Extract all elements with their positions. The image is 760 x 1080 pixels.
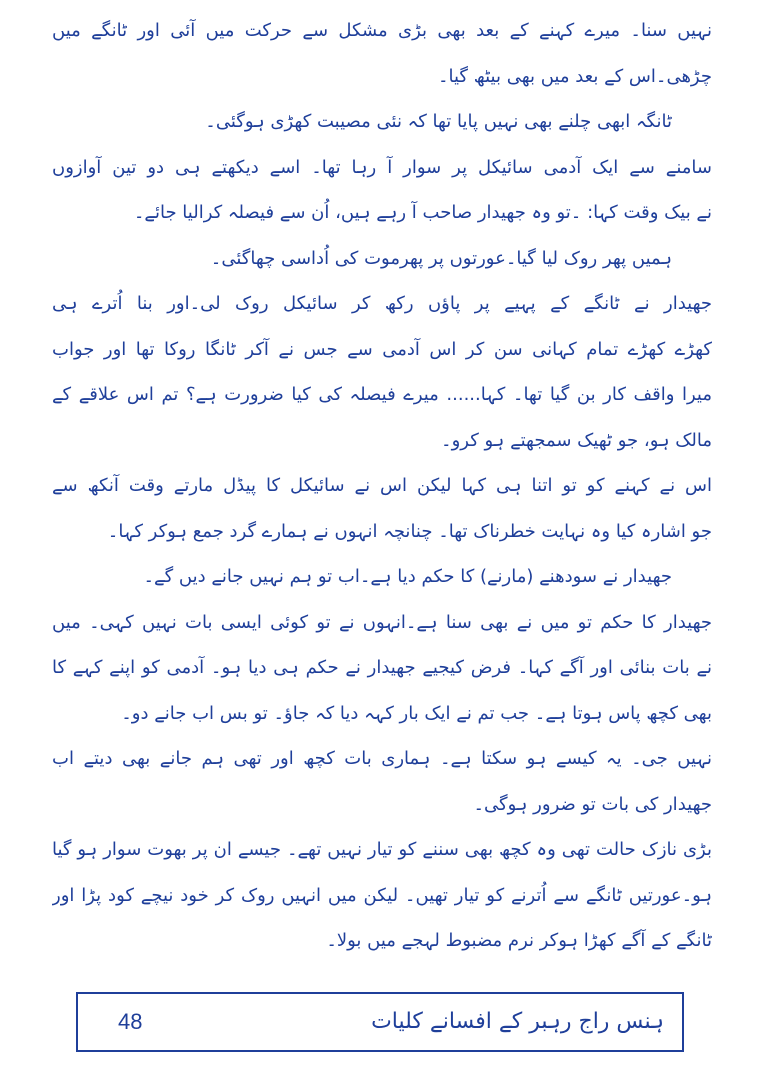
page-number: 48 <box>118 1009 143 1034</box>
text-line: مالک ہو، جو ٹھیک سمجھتے ہو کرو۔ <box>441 429 712 451</box>
text-line: ہمیں پھر روک لیا گیا۔عورتوں پر پھرموت کی اُداسی چھاگئی۔ <box>210 247 672 269</box>
text-line: نہیں جی۔ یہ کیسے ہو سکتا ہے۔ ہماری بات کچھ اور تھی ہم جانے بھی دیتے اب <box>52 748 712 769</box>
text-line: ٹانگہ ابھی چلنے بھی نہیں پایا تھا کہ نئی مصیبت کھڑی ہوگئی۔ <box>205 111 672 132</box>
text-line: جو اشارہ کیا وہ نہایت خطرناک تھا۔ چنانچہ انہوں نے ہمارے گرد جمع ہوکر کہا۔ <box>107 520 712 542</box>
page-text <box>52 8 712 964</box>
text-line: جھیدار نے ٹانگے کے پہیے پر پاؤں رکھ کر سائیکل روک لی۔اور بنا اُترے ہی <box>52 293 712 314</box>
text-line: ٹانگے کے آگے کھڑا ہوکر نرم مضبوط لہجے میں بولا۔ <box>326 930 712 951</box>
page-footer <box>76 992 684 1052</box>
text-line: بھی کچھ پاس ہوتا ہے۔ جب تم نے ایک بار کہہ دیا کہ جاؤ۔ تو بس اب جانے دو۔ <box>121 702 712 724</box>
text-line: نے بیک وقت کہا: ۔تو وہ جھیدار صاحب آ رہے ہیں، اُن سے فیصلہ کرالیا جائے۔ <box>133 202 712 223</box>
text-line: نے بات بنائی اور آگے کہا۔ فرض کیجیے جھیدار نے حکم ہی دیا ہو۔ آدمی کو اپنے کہے کا <box>52 657 712 678</box>
text-line: ہو۔عورتیں ٹانگے سے اُترنے کو تیار تھیں۔ لیکن میں انہیں روک کر خود نیچے کود پڑا اور <box>52 884 712 906</box>
text-line: چڑھی۔اس کے بعد میں بھی بیٹھ گیا۔ <box>437 65 712 87</box>
text-line: جھیدار کی بات تو ضرور ہوگی۔ <box>473 793 712 815</box>
text-line: جھیدار کا حکم تو میں نے بھی سنا ہے۔انہوں نے تو کوئی ایسی بات نہیں کہی۔ میں <box>52 611 712 633</box>
text-line: سامنے سے ایک آدمی سائیکل پر سوار آ رہا تھا۔ اسے دیکھتے ہی دو تین آوازوں <box>52 156 712 178</box>
text-line: جھیدار نے سودھنے (مارنے) کا حکم دیا ہے۔اب تو ہم نہیں جانے دیں گے۔ <box>143 566 672 587</box>
text-line: میرا واقف کار بن گیا تھا۔ کہا...... میرے فیصلہ کی کیا ضرورت ہے؟ تم اس علاقے کے <box>52 384 712 405</box>
text-line: کھڑے کھڑے تمام کہانی سن کر اس آدمی سے جس نے آکر ٹانگا روکا تھا اور جواب <box>52 338 712 360</box>
text-line: نہیں سنا۔ میرے کہنے کے بعد بھی بڑی مشکل سے حرکت میں آئی اور ٹانگے میں <box>52 20 712 41</box>
text-line: بڑی نازک حالت تھی وہ کچھ بھی سننے کو تیار نہیں تھے۔ جیسے ان پر بھوت سوار ہو گیا <box>52 839 712 860</box>
text-line: اس نے کہنے کو تو اتنا ہی کہا لیکن اس نے سائیکل کا پیڈل مارتے وقت آنکھ سے <box>52 475 712 496</box>
book-title: ہنس راج رہبر کے افسانے کلیات <box>371 1009 664 1034</box>
